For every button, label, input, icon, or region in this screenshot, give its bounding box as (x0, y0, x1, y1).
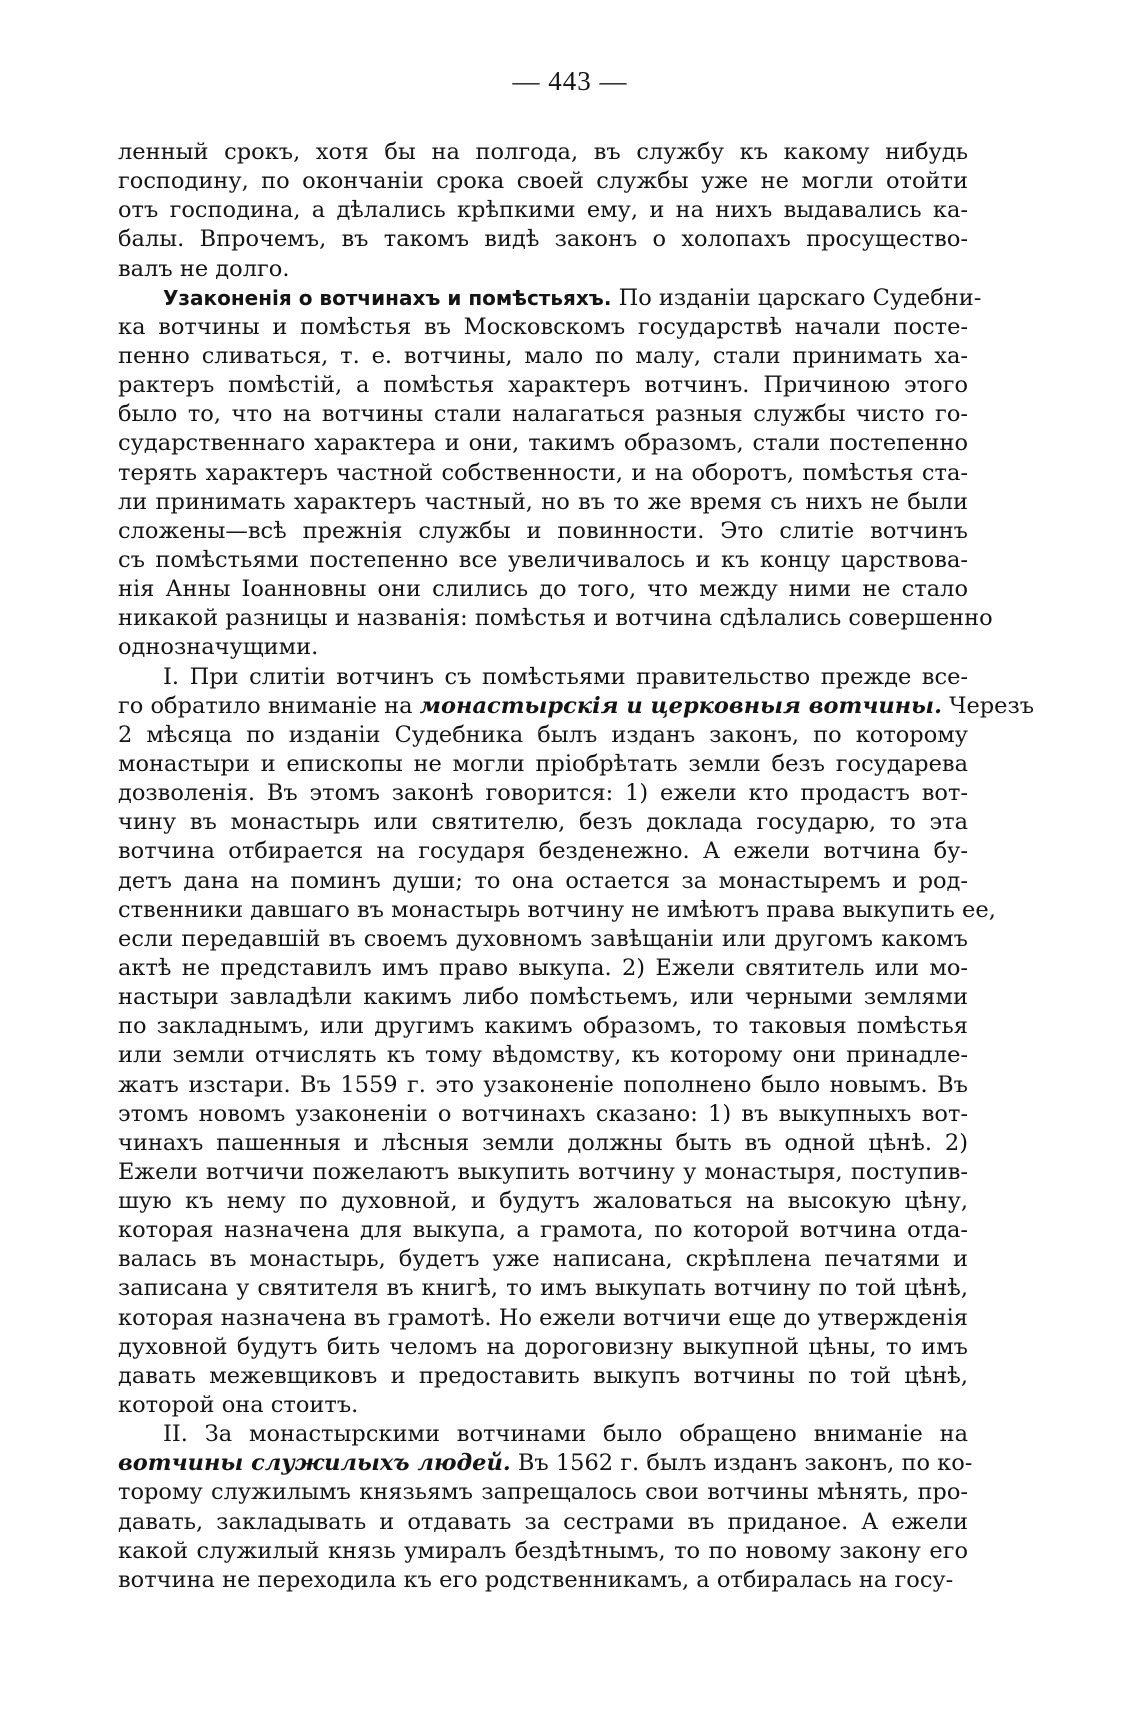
text-line: пенно сливаться, т. е. вотчины, мало по малу, стали принимать ха- (118, 342, 968, 369)
text-line: терять характеръ частной собственности, и на оборотъ, помѣстья ста- (118, 459, 968, 486)
text-line: дозволенія. Въ этомъ законѣ говорится: 1) ежели кто продастъ вот- (118, 780, 968, 807)
text-line: валъ не долго. (118, 255, 290, 282)
section-heading-line: Узаконенія о вотчинахъ и помѣстьяхъ. По изданіи царскаго Судебни- (163, 284, 982, 311)
text-line: вотчина не переходила къ его родственникамъ, а отбиралась на госу- (118, 1566, 954, 1593)
text-line: актѣ не представилъ имъ право выкупа. 2) Ежели святитель или мо- (118, 954, 968, 981)
text-line: го обратило вниманіе на монастырскія и церковныя вотчины. Черезъ (118, 692, 1035, 719)
text-line: настыри завладѣли какимъ либо помѣстьемъ, или черными землями (118, 984, 968, 1011)
text-line: которая назначена для выкупа, а грамота, по которой вотчина отда- (118, 1217, 968, 1244)
text-line: ственники давшаго въ монастырь вотчину не имѣютъ права выкупить ее, (118, 896, 996, 923)
text-line: жатъ изстари. Въ 1559 г. это узаконеніе пополнено было новымъ. Въ (118, 1071, 968, 1098)
text-line: чинахъ пашенныя и лѣсныя земли должны быть въ одной цѣнѣ. 2) (118, 1129, 968, 1156)
text-line: детъ дана на поминъ души; то она остается за монастыремъ и род- (118, 867, 968, 894)
text-line: 2 мѣсяца по изданіи Судебника былъ изданъ законъ, по которому (118, 721, 968, 748)
text-line: сложены—всѣ прежнія службы и повинности. Это слитіе вотчинъ (118, 517, 968, 544)
text-line: торому служилымъ князьямъ запрещалось свои вотчины мѣнять, про- (118, 1479, 968, 1506)
text-line: Ежели вотчичи пожелаютъ выкупить вотчину у монастыря, поступив- (118, 1158, 968, 1185)
text-line: чину въ монастырь или святителю, безъ доклада государю, то эта (118, 809, 968, 836)
text-line: монастыри и епископы не могли пріобрѣтать земли безъ государева (118, 750, 968, 777)
text-line: сударственнаго характера и они, такимъ образомъ, стали постепенно (118, 430, 968, 457)
text-line: шую къ нему по духовной, и будутъ жаловаться на высокую цѣну, (118, 1188, 968, 1215)
text-line: которой она стоитъ. (118, 1392, 359, 1419)
text-line: рактеръ помѣстій, а помѣстья характеръ вотчинъ. Причиною этого (118, 372, 968, 399)
text-line: вотчины служилыхъ людей. Въ 1562 г. былъ изданъ законъ, по ко- (118, 1450, 973, 1477)
text-line: духовной будутъ бить челомъ на дороговизну выкупной цѣны, то имъ (118, 1333, 968, 1360)
text-line: І. При слитіи вотчинъ съ помѣстьями правительство прежде все- (163, 663, 968, 690)
text-line: нія Анны Іоанновны они слились до того, что между ними не стало (118, 576, 968, 603)
text-line: ленный срокъ, хотя бы на полгода, въ службу къ какому нибудь (118, 139, 968, 165)
text-line: никакой разницы и названія: помѣстья и вотчина сдѣлались совершенно (118, 605, 993, 632)
text-line: ли принимать характеръ частный, но въ то же время съ нихъ не были (118, 488, 968, 515)
text-line: ка вотчины и помѣстья въ Московскомъ государствѣ начали посте- (118, 313, 968, 340)
text-line: однозначущими. (118, 634, 319, 661)
text-line: отъ господина, а дѣлались крѣпкими ему, и на нихъ выдавались ка- (118, 197, 968, 224)
text-line: записана у святителя въ книгѣ, то имъ выкупать вотчину по той цѣнѣ, (118, 1275, 968, 1302)
text-line: балы. Впрочемъ, въ такомъ видѣ законъ о холопахъ просущество- (118, 226, 968, 253)
section-heading: Узаконенія о вотчинахъ и помѣстьяхъ. (163, 285, 612, 310)
text-line: вотчина отбирается на государя безденежно. А ежели вотчина бу- (118, 838, 968, 865)
text-line: ІІ. За монастырскими вотчинами было обращено вниманіе на (163, 1421, 968, 1448)
text-line: по закладнымъ, или другимъ какимъ образомъ, то таковыя помѣстья (118, 1013, 968, 1040)
text-line: съ помѣстьями постепенно все увеличивалось и къ концу царствова- (118, 546, 968, 573)
text-line: которая назначена въ грамотѣ. Но ежели вотчичи еще до утвержденія (118, 1304, 968, 1331)
text-line: господину, по окончаніи срока своей службы уже не могли отойти (118, 168, 968, 195)
text-line: или земли отчислять къ тому вѣдомству, къ которому они принадле- (118, 1042, 968, 1069)
page-number: — 443 — (512, 66, 628, 96)
text-line: было то, что на вотчины стали налагаться разныя службы чисто го- (118, 401, 968, 428)
text-line: давать, закладывать и отдавать за сестрами въ приданое. А ежели (118, 1508, 968, 1535)
text-line: если передавшій въ своемъ духовномъ завѣщаніи или другомъ какомъ (118, 925, 968, 952)
text-line: валась въ монастырь, будетъ уже написана, скрѣплена печатями и (118, 1246, 968, 1273)
text-line: давать межевщиковъ и предоставить выкупъ вотчины по той цѣнѣ, (118, 1362, 968, 1389)
body-text (118, 138, 1035, 1595)
text-line: какой служилый князь умиралъ бездѣтнымъ, то по новому закону его (118, 1537, 968, 1564)
text-line: этомъ новомъ узаконеніи о вотчинахъ сказано: 1) въ выкупныхъ вот- (118, 1100, 968, 1127)
